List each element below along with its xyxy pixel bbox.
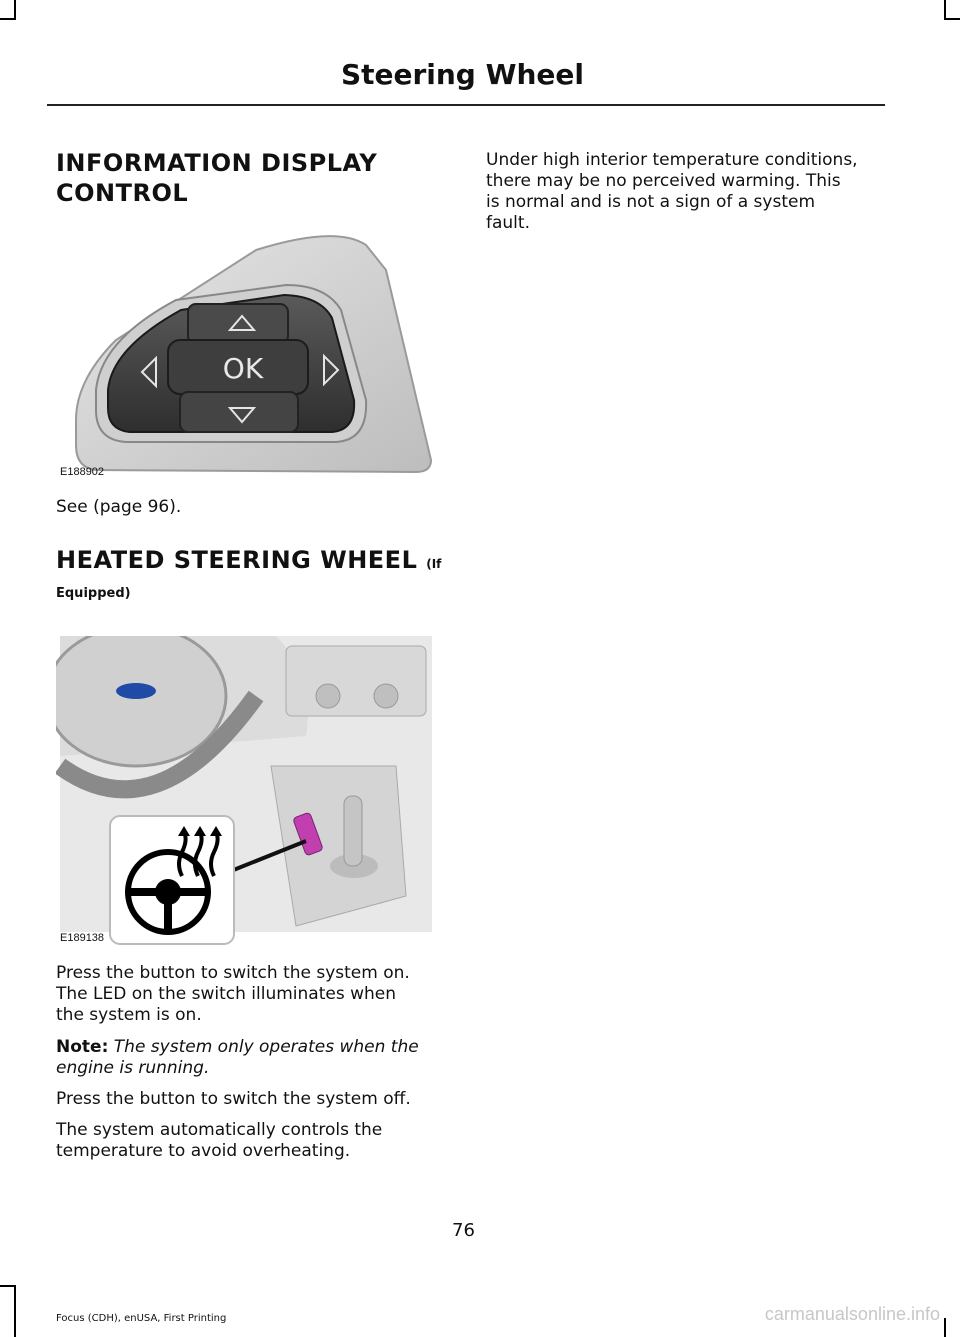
crop-mark-top-left-v	[14, 0, 16, 20]
ok-label: OK	[222, 352, 264, 385]
section-heading-information-display	[56, 148, 377, 208]
crop-mark-top-right-v	[944, 0, 946, 20]
note-label: Note:	[56, 1037, 109, 1057]
steering-controls-figure	[56, 230, 436, 480]
section-heading-heated-steering-wheel: HEATED STEERING WHEEL (If	[56, 546, 442, 574]
heading-line-2: CONTROL	[56, 179, 189, 207]
heading-line-1: INFORMATION DISPLAY	[56, 149, 378, 177]
crop-mark-bottom-left-v	[14, 1285, 16, 1337]
publication-info: Focus (CDH), enUSA, First Printing	[56, 1313, 227, 1324]
paragraph-high-temperature: Under high interior temperature conditions, there may be no perceived warming. This is normal and is not a sign of a system fault.	[486, 150, 858, 233]
see-reference: See (page 96).	[56, 497, 182, 517]
paragraph-auto-control: The system automatically controls the temperature to avoid overheating.	[56, 1120, 383, 1161]
header-divider	[47, 104, 885, 106]
crop-mark-bottom-right-v	[944, 1318, 946, 1337]
heading-equipped-note: Equipped)	[56, 586, 131, 601]
paragraph-switch-off: Press the button to switch the system off.	[56, 1089, 411, 1109]
page-title: Steering Wheel	[340, 58, 584, 91]
heated-steering-wheel-figure	[56, 636, 436, 946]
crop-mark-top-left-h	[0, 18, 16, 20]
watermark: carmanualsonline.info	[764, 1304, 940, 1324]
crop-mark-top-right-h	[944, 18, 960, 20]
crop-mark-bottom-left-h	[0, 1285, 16, 1287]
page-number: 76	[452, 1220, 475, 1241]
note: Note: The system only operates when the engine is running.	[56, 1037, 419, 1078]
figure-code-2: E189138	[60, 932, 105, 944]
paragraph-switch-on: Press the button to switch the system on. The LED on the switch illuminates when the system is on.	[56, 963, 410, 1025]
figure-code-1: E188902	[60, 466, 105, 478]
